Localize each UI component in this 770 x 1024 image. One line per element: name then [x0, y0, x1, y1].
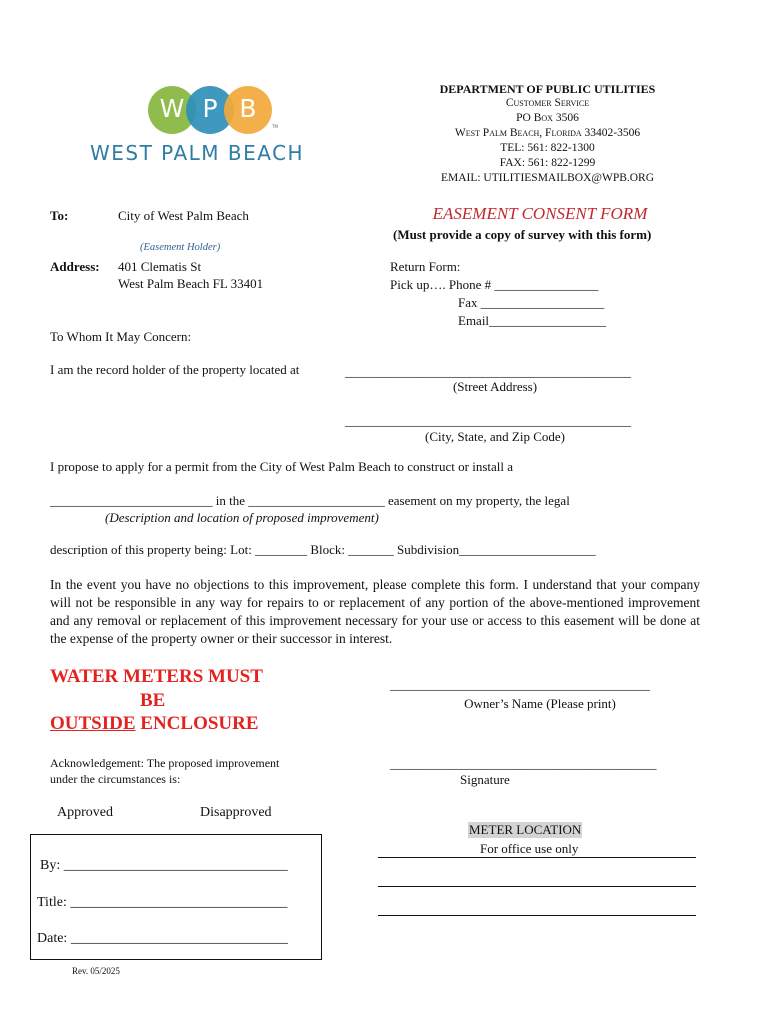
return-fax-field[interactable]: Fax ___________________	[458, 295, 605, 310]
logo-text: WEST PALM BEACH	[90, 141, 305, 165]
city-state-zip-field[interactable]: ____________________________________________	[345, 413, 631, 428]
meter-line-1[interactable]	[378, 857, 696, 858]
owner-name-field[interactable]: ________________________________________	[390, 677, 650, 692]
form-subtitle: (Must provide a copy of survey with this form)	[393, 227, 652, 242]
department-name: DEPARTMENT OF PUBLIC UTILITIES	[439, 82, 656, 96]
acknowledgement-line2: under the circumstances is:	[50, 772, 181, 786]
signature-caption: Signature	[460, 772, 510, 787]
pickup-phone-field[interactable]: Pick up…. Phone # ________________	[390, 277, 599, 292]
salutation: To Whom It May Concern:	[50, 329, 192, 344]
city-state-zip: West Palm Beach, Florida 33402-3506	[454, 127, 641, 139]
city-state-zip-caption: (City, State, and Zip Code)	[425, 429, 565, 444]
fax-number: FAX: 561: 822-1299	[499, 157, 596, 169]
logo-tm: TM	[272, 124, 278, 129]
logo-letter-p: P	[202, 94, 218, 123]
warning-line3	[50, 713, 259, 735]
address-line1: 401 Clematis St	[118, 259, 202, 274]
customer-service: Customer Service	[505, 97, 590, 109]
logo-letter-w: W	[159, 94, 185, 123]
po-box: PO Box 3506	[516, 112, 579, 124]
by-field[interactable]: By: ________________________________	[40, 858, 288, 873]
form-title: EASEMENT CONSENT FORM	[432, 204, 648, 223]
warning-line2: BE	[140, 690, 166, 711]
warning-line1: WATER METERS MUST	[50, 666, 263, 687]
approved-option[interactable]: Approved	[57, 805, 113, 820]
propose-text: I propose to apply for a permit from the City of West Palm Beach to construct or install a	[50, 459, 513, 474]
to-label: To:	[50, 208, 69, 223]
easement-holder-caption: (Easement Holder)	[140, 242, 221, 253]
signature-field[interactable]: _________________________________________	[390, 756, 657, 771]
address-label: Address:	[50, 259, 100, 274]
meter-location-label: METER LOCATION	[469, 822, 582, 837]
street-address-field[interactable]: ____________________________________________	[345, 364, 631, 379]
improvement-field-line[interactable]: _________________________ in the _____________________ easement on my property, the legal	[50, 493, 570, 508]
acknowledgement-line1: Acknowledgement: The proposed improvement	[50, 756, 280, 770]
meter-line-2[interactable]	[378, 886, 696, 887]
to-value: City of West Palm Beach	[118, 208, 249, 223]
improvement-caption: (Description and location of proposed improvement)	[105, 510, 379, 525]
telephone: TEL: 561: 822-1300	[500, 142, 595, 154]
meter-line-3[interactable]	[378, 915, 696, 916]
warning-enclosure: ENCLOSURE	[135, 713, 259, 734]
warning-outside: OUTSIDE	[50, 713, 136, 734]
consent-paragraph: In the event you have no objections to this improvement, please complete this form. I understand that your company will not be responsible in any way for repairs to or replacement of any portion of the above-mentioned improvement and any removal or replacement of this improvement necessary for your use or access to this easement will be done at the expense of the property owner or their successor in interest.	[50, 577, 700, 646]
date-field[interactable]: Date: _______________________________	[37, 931, 288, 946]
record-holder-text: I am the record holder of the property located at	[50, 362, 300, 377]
disapproved-option[interactable]: Disapproved	[200, 805, 272, 820]
owner-name-caption: Owner’s Name (Please print)	[464, 696, 616, 711]
office-use-label: For office use only	[480, 841, 579, 856]
email-address: EMAIL: UTILITIESMAILBOX@WPB.ORG	[440, 172, 655, 184]
logo-letter-b: B	[239, 94, 257, 123]
street-address-caption: (Street Address)	[452, 379, 538, 394]
return-email-field[interactable]: Email__________________	[458, 313, 607, 328]
revision-date: Rev. 05/2025	[72, 966, 120, 976]
title-field[interactable]: Title: _______________________________	[37, 895, 288, 910]
return-form-label: Return Form:	[390, 259, 461, 274]
legal-description-line[interactable]: description of this property being: Lot: ________ Block: _______ Subdivision_____________________	[50, 542, 596, 557]
address-line2: West Palm Beach FL 33401	[118, 276, 264, 291]
